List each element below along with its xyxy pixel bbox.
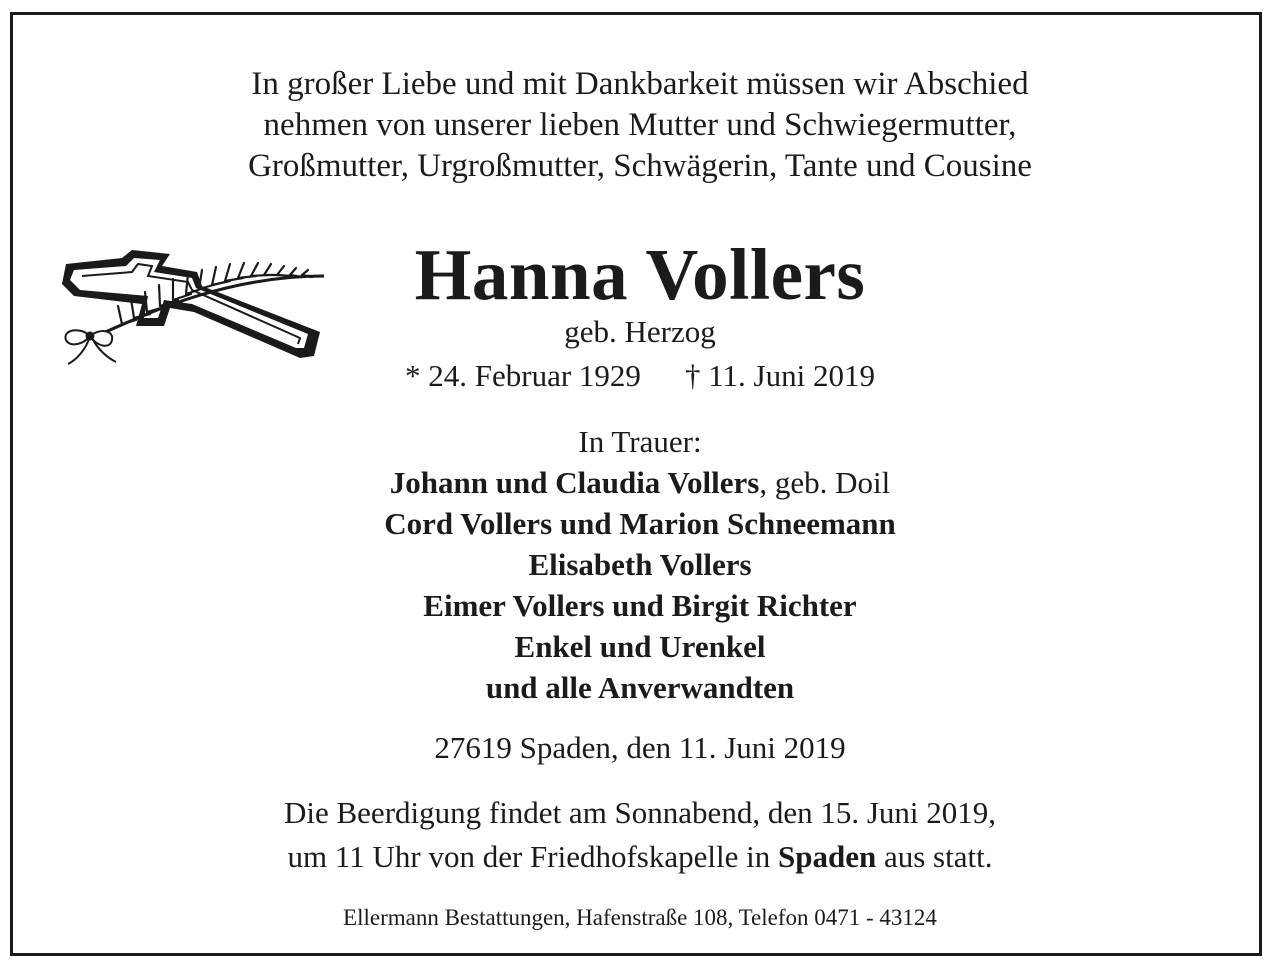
mourners-heading: In Trauer:	[578, 424, 702, 459]
intro-line: Großmutter, Urgroßmutter, Schwägerin, Tante und Cousine	[248, 148, 1032, 184]
mourner-line: Eimer Vollers und Birgit Richter	[423, 588, 857, 623]
place-date: 27619 Spaden, den 11. Juni 2019	[434, 730, 846, 765]
funeral-line: Die Beerdigung findet am Sonnabend, den 15. Juni 2019,	[283, 795, 997, 830]
intro-line: nehmen von unserer lieben Mutter und Schwiegermutter,	[263, 107, 1017, 143]
funeral-place: Spaden	[777, 839, 877, 874]
funeral-line	[0, 835, 1280, 879]
undertaker-info: Ellermann Bestattungen, Hafenstraße 108, Telefon 0471 - 43124	[343, 905, 937, 930]
mourner-line: Elisabeth Vollers	[528, 547, 752, 582]
funeral-text: um 11 Uhr von der Friedhofskapelle in	[287, 839, 778, 874]
mourner-line: Cord Vollers und Marion Schneemann	[384, 506, 896, 541]
mourner-line: Enkel und Urenkel	[514, 629, 766, 664]
death-date: † 11. Juni 2019	[684, 358, 875, 393]
mourner-maiden-name: , geb. Doil	[759, 465, 891, 500]
funeral-info	[0, 791, 1280, 879]
mourner-line: und alle Anverwandten	[485, 670, 795, 705]
funeral-text: aus statt.	[876, 839, 993, 874]
mourner-name: Johann und Claudia Vollers	[389, 465, 760, 500]
maiden-name: geb. Herzog	[564, 314, 716, 349]
mourner-line	[0, 462, 1280, 503]
life-dates	[0, 356, 1280, 396]
birth-date: * 24. Februar 1929	[405, 358, 641, 393]
intro-line: In großer Liebe und mit Dankbarkeit müssen wir Abschied	[251, 66, 1029, 102]
deceased-name: Hanna Vollers	[414, 234, 866, 315]
mourners-list	[0, 421, 1280, 708]
intro-text	[0, 64, 1280, 187]
